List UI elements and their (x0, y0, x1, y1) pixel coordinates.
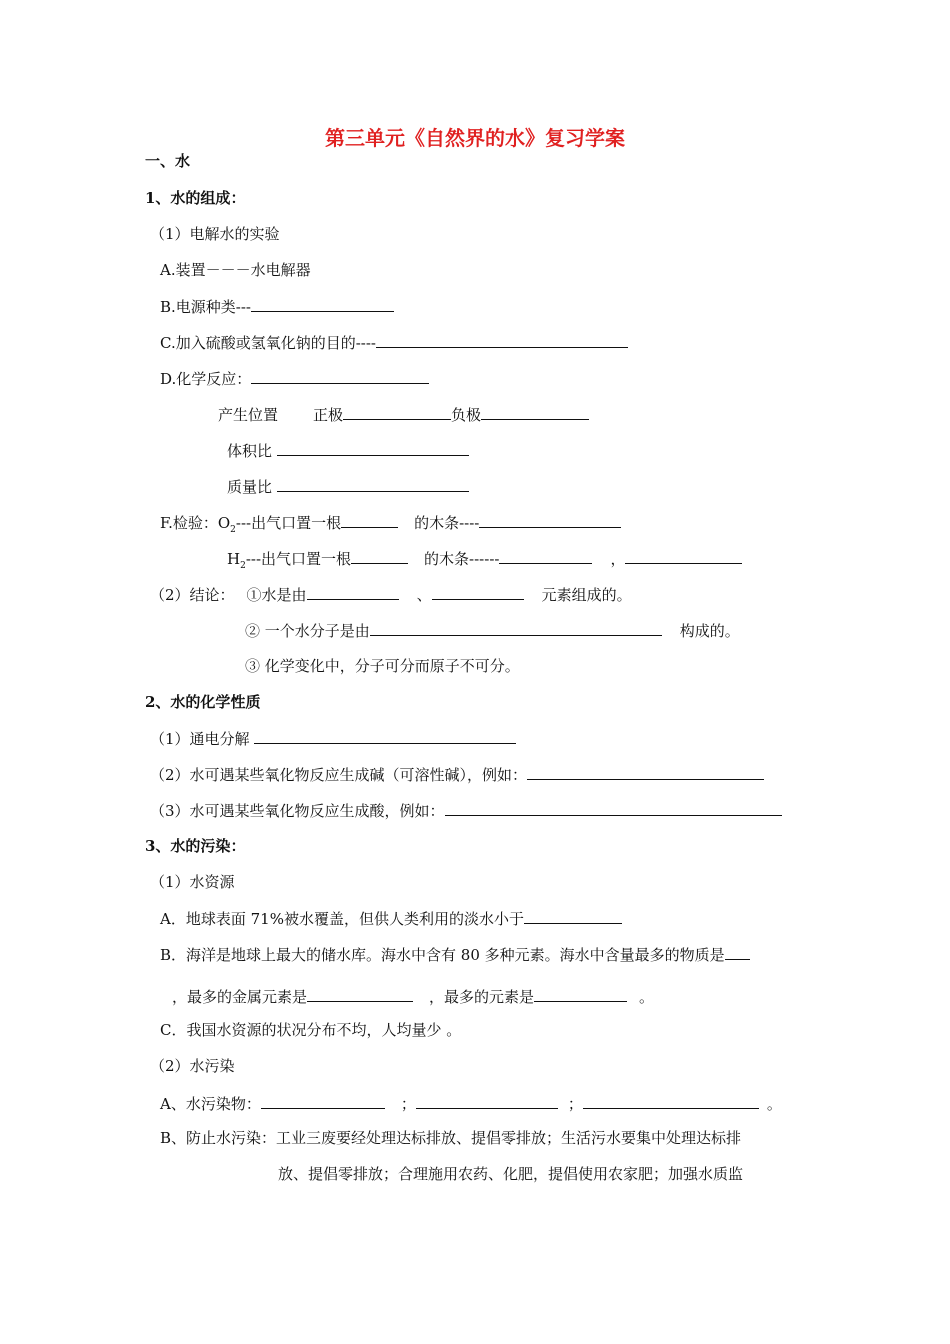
pollutants-label: A、水污染物： (160, 1095, 261, 1113)
item-prevention: B、防止水污染：工业三废要经处理达标排放、提倡零排放；生活污水要集中处理达标排 (160, 1129, 742, 1147)
volume-ratio-label: 体积比 (227, 442, 273, 460)
item-position (218, 404, 589, 425)
item-earth-surface (160, 908, 622, 929)
item-water-pollution: （2）水污染 (150, 1057, 235, 1075)
answer-blank[interactable] (432, 584, 524, 600)
subheading-composition: 1、水的组成： (145, 189, 246, 207)
conclusion-1-end: 元素组成的。 (541, 586, 632, 604)
item-prevention-continued: 放、提倡零排放；合理施用农药、化肥，提倡使用农家肥；加强水质监 (278, 1165, 744, 1183)
answer-blank[interactable] (416, 1093, 558, 1109)
test-o2-text: ---出气口置一根 (235, 514, 342, 532)
item-conclusion-1 (150, 584, 632, 605)
item-volume-ratio (227, 440, 469, 461)
answer-blank[interactable] (534, 986, 627, 1002)
semicolon: ； (567, 1095, 583, 1113)
item-test-h2 (227, 548, 742, 576)
conclusion-2-text: ② 一个水分子是由 (245, 622, 370, 640)
item-ocean (160, 944, 750, 965)
section-heading-pollution: 3、水的污染： (145, 837, 246, 855)
h2-subscript: 2 (240, 561, 246, 571)
answer-blank[interactable] (583, 1093, 759, 1109)
answer-blank[interactable] (527, 764, 764, 780)
item-ocean-continued (172, 986, 654, 1007)
item-conclusion-2 (245, 620, 740, 641)
answer-blank[interactable] (725, 944, 750, 960)
comma: ， (610, 550, 626, 568)
answer-blank[interactable] (251, 296, 394, 312)
answer-blank[interactable] (261, 1093, 385, 1109)
test-o2-label: F.检验：O (160, 514, 231, 532)
item-electrolysis (150, 728, 516, 749)
power-type-label: B.电源种类--- (160, 298, 251, 316)
item-acid-reaction (150, 800, 782, 821)
answer-blank[interactable] (445, 800, 782, 816)
answer-blank[interactable] (370, 620, 662, 636)
most-element-label: ，最多的元素是 (429, 988, 535, 1006)
answer-blank[interactable] (481, 404, 589, 420)
answer-blank[interactable] (351, 548, 408, 564)
answer-blank[interactable] (499, 548, 592, 564)
section-heading-water: 一、水 (145, 152, 191, 170)
test-o2-stick: 的木条---- (414, 514, 480, 532)
item-water-resources: （1）水资源 (150, 873, 235, 891)
period-mark: 。 (766, 1095, 782, 1113)
answer-blank[interactable] (479, 512, 621, 528)
answer-blank[interactable] (307, 584, 399, 600)
negative-label: 负极 (451, 406, 482, 424)
conclusion-2-end: 构成的。 (679, 622, 740, 640)
item-power-type (160, 296, 394, 317)
answer-blank[interactable] (524, 908, 622, 924)
answer-blank[interactable] (341, 512, 398, 528)
item-china-water: C．我国水资源的状况分布不均，人均量少 。 (160, 1021, 462, 1039)
mass-ratio-label: 质量比 (227, 478, 273, 496)
answer-blank[interactable] (277, 476, 469, 492)
purpose-label: C.加入硫酸或氢氧化钠的目的---- (160, 334, 376, 352)
answer-blank[interactable] (251, 368, 429, 384)
o2-subscript: 2 (230, 525, 236, 535)
item-purpose (160, 332, 628, 353)
answer-blank[interactable] (307, 986, 413, 1002)
conclusion-1-text: ①水是由 (246, 586, 307, 604)
metal-element-label: ，最多的金属元素是 (172, 988, 308, 1006)
conclusion-label: （2）结论： (150, 586, 235, 604)
answer-blank[interactable] (343, 404, 451, 420)
test-h2-label: H (227, 550, 241, 568)
item-mass-ratio (227, 476, 469, 497)
item-apparatus: A.装置－－－水电解器 (160, 261, 311, 279)
semicolon: ； (400, 1095, 416, 1113)
item-base-reaction (150, 764, 764, 785)
item-pollutants (160, 1093, 782, 1114)
answer-blank[interactable] (376, 332, 628, 348)
item-conclusion-3: ③ 化学变化中，分子可分而原子不可分。 (245, 657, 520, 675)
earth-surface-text: A．地球表面 71%被水覆盖，但供人类利用的淡水小于 (160, 910, 524, 928)
answer-blank[interactable] (277, 440, 469, 456)
position-label: 产生位置 (218, 406, 279, 424)
period-mark: 。 (639, 988, 655, 1006)
positive-label: 正极 (313, 406, 344, 424)
section-heading-chemical-properties: 2、水的化学性质 (145, 693, 261, 711)
base-reaction-label: （2）水可遇某些氧化物反应生成碱（可溶性碱），例如： (150, 766, 528, 784)
acid-reaction-label: （3）水可遇某些氧化物反应生成酸，例如： (150, 802, 445, 820)
ocean-text: B．海洋是地球上最大的储水库。海水中含有 80 多种元素。海水中含量最多的物质是 (160, 946, 725, 964)
dun-mark: 、 (416, 586, 432, 604)
page-title: 第三单元《自然界的水》复习学案 (325, 126, 625, 150)
test-h2-text: ---出气口置一根 (245, 550, 352, 568)
electrolysis-label: （1）通电分解 (150, 730, 250, 748)
answer-blank[interactable] (625, 548, 742, 564)
test-h2-stick: 的木条------ (424, 550, 500, 568)
item-test-o2 (160, 512, 621, 540)
item-reaction (160, 368, 429, 389)
item-electrolysis-experiment: （1）电解水的实验 (150, 225, 280, 243)
answer-blank[interactable] (254, 728, 516, 744)
reaction-label: D.化学反应： (160, 370, 252, 388)
